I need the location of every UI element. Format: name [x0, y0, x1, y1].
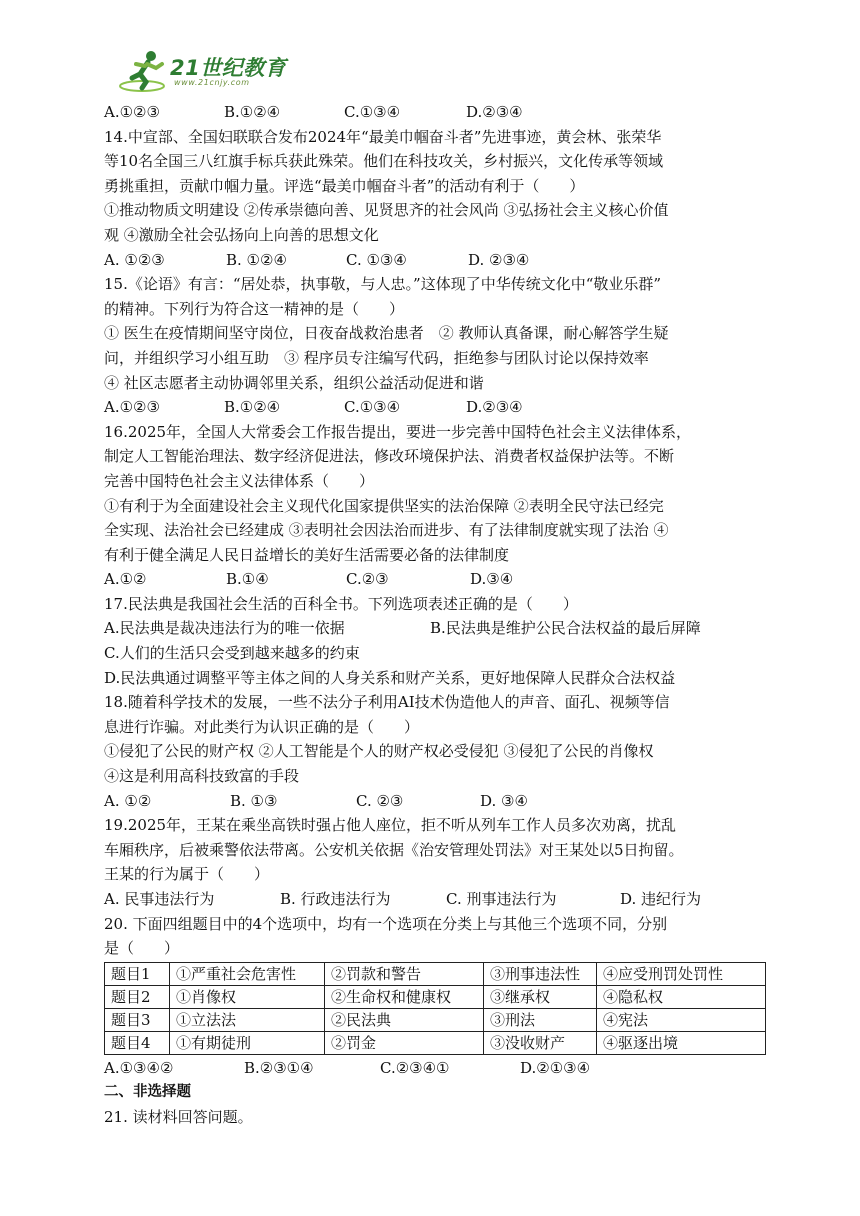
option-a: A. 民事违法行为 — [104, 890, 215, 908]
q20-options — [104, 1056, 764, 1081]
logo-url: www.21cnjy.com — [174, 78, 250, 87]
q15-options — [104, 395, 764, 420]
q16-options — [104, 567, 764, 592]
option-a: A.①②③ — [104, 398, 160, 417]
question-line: 等10名全国三八红旗手标兵获此殊荣。他们在科技攻关，乡村振兴，文化传承等领域 — [104, 152, 664, 171]
table-row — [105, 1008, 766, 1031]
option-c: C.①③④ — [344, 103, 401, 121]
table-cell: ①有期徒刑 — [170, 1031, 325, 1054]
table-cell: 题目3 — [105, 1008, 170, 1031]
table-cell: ②罚金 — [325, 1031, 484, 1054]
option-c: C. ②③ — [356, 791, 404, 810]
option-d: D.②①③④ — [520, 1058, 591, 1077]
question-line: ① 医生在疫情期间坚守岗位，日夜奋战救治患者 ② 教师认真备课，耐心解答学生疑 — [104, 324, 669, 343]
question-line: 20. 下面四组题目中的4个选项中，均有一个选项在分类上与其他三个选项不同，分别 — [104, 914, 668, 933]
classification-table — [104, 962, 766, 1055]
option-b: B.①②④ — [224, 103, 281, 121]
question-line: ①推动物质文明建设 ②传承崇德向善、见贤思齐的社会风尚 ③弘扬社会主义核心价值 — [104, 201, 669, 220]
table-cell: ②罚款和警告 — [325, 962, 484, 985]
question-line: ④ 社区志愿者主动协调邻里关系，组织公益活动促进和谐 — [104, 373, 484, 392]
site-logo — [118, 46, 288, 96]
option-d: D. ②③④ — [468, 250, 530, 269]
question-line: 问，并组织学习小组互助 ③ 程序员专注编写代码，拒绝参与团队讨论以保持效率 — [104, 348, 649, 367]
option-c: C.②③ — [346, 570, 389, 589]
option-c: C.人们的生活只会受到越来越多的约束 — [104, 644, 360, 663]
option-a: A. ①②③ — [104, 250, 165, 269]
question-line: 16.2025年，全国人大常委会工作报告提出，要进一步完善中国特色社会主义法律体系， — [104, 422, 692, 441]
question-line: 息进行诈骗。对此类行为认识正确的是（ ） — [104, 717, 420, 736]
section-heading: 二、非选择题 — [104, 1084, 191, 1101]
option-b: B. 行政违法行为 — [280, 890, 391, 908]
table-cell: ①肖像权 — [170, 985, 325, 1008]
question-line: ④这是利用高科技致富的手段 — [104, 767, 300, 786]
table-cell: 题目4 — [105, 1031, 170, 1054]
option-d: D. ③④ — [480, 791, 528, 810]
option-a: A.①③④② — [104, 1058, 174, 1077]
question-line: 17.民法典是我国社会生活的百科全书。下列选项表述正确的是（ ） — [104, 594, 578, 613]
question-content — [104, 100, 764, 1130]
option-b: B.②③①④ — [244, 1058, 314, 1077]
table-row — [105, 962, 766, 985]
option-c: C. ①③④ — [346, 250, 407, 269]
logo-title: 21世纪教育 — [170, 56, 287, 80]
table-cell: ③继承权 — [484, 985, 597, 1008]
table-cell: ③刑法 — [484, 1008, 597, 1031]
option-a: A.①②③ — [104, 103, 160, 121]
question-line: 21. 读材料回答问题。 — [104, 1107, 253, 1126]
option-a: A.①② — [104, 570, 147, 589]
option-d: D. 违纪行为 — [620, 890, 702, 908]
table-cell: ①严重社会危害性 — [170, 962, 325, 985]
option-d: D.③④ — [470, 570, 514, 589]
question-line: 制定人工智能治理法、数字经济促进法，修改环境保护法、消费者权益保护法等。不断 — [104, 447, 675, 466]
option-b: B.①②④ — [224, 398, 281, 417]
q17-options-ab — [104, 616, 764, 641]
q14-options — [104, 248, 764, 273]
table-cell: ④隐私权 — [597, 985, 766, 1008]
option-b: B. ①②④ — [226, 250, 287, 269]
table-cell: ②生命权和健康权 — [325, 985, 484, 1008]
option-a: A. ①② — [104, 791, 152, 810]
question-line: 完善中国特色社会主义法律体系（ ） — [104, 471, 375, 490]
question-line: 全实现、法治社会已经建成 ③表明社会因法治而进步、有了法律制度就实现了法治 ④ — [104, 521, 669, 540]
table-cell: ④应受刑罚处罚性 — [597, 962, 766, 985]
option-d: D.②③④ — [466, 398, 523, 417]
table-cell: ③没收财产 — [484, 1031, 597, 1054]
table-cell: ③刑事违法性 — [484, 962, 597, 985]
option-a: A.民法典是裁决违法行为的唯一依据 — [104, 619, 345, 638]
running-figure-icon — [118, 48, 168, 94]
question-line: 勇挑重担，贡献巾帼力量。评选“最美巾帼奋斗者”的活动有利于（ ） — [104, 176, 585, 195]
option-c: C.①③④ — [344, 398, 401, 417]
option-d: D.②③④ — [466, 103, 523, 121]
option-c: C.②③④① — [380, 1058, 450, 1077]
q13-options — [104, 100, 764, 125]
q18-options — [104, 789, 764, 814]
question-line: 18.随着科学技术的发展，一些不法分子利用AI技术伪造他人的声音、面孔、视频等信 — [104, 693, 670, 712]
question-line: 的精神。下列行为符合这一精神的是（ ） — [104, 299, 405, 318]
question-line: 车厢秩序，后被乘警依法带离。公安机关依据《治安管理处罚法》对王某处以5日拘留。 — [104, 840, 684, 859]
table-cell: 题目2 — [105, 985, 170, 1008]
table-row — [105, 985, 766, 1008]
question-line: 观 ④激励全社会弘扬向上向善的思想文化 — [104, 225, 379, 244]
question-line: 15.《论语》有言：“居处恭，执事敬，与人忠。”这体现了中华传统文化中“敬业乐群” — [104, 275, 662, 294]
table-cell: ①立法法 — [170, 1008, 325, 1031]
table-cell: ④宪法 — [597, 1008, 766, 1031]
question-line: 14.中宣部、全国妇联联合发布2024年“最美巾帼奋斗者”先进事迹，黄会林、张荣华 — [104, 127, 662, 146]
q19-options — [104, 887, 764, 912]
option-b: B.①④ — [226, 570, 269, 589]
question-line: ①有利于为全面建设社会主义现代化国家提供坚实的法治保障 ②表明全民守法已经完 — [104, 496, 664, 515]
question-line: ①侵犯了公民的财产权 ②人工智能是个人的财产权必受侵犯 ③侵犯了公民的肖像权 — [104, 742, 654, 761]
question-line: 王某的行为属于（ ） — [104, 865, 270, 884]
table-cell: 题目1 — [105, 962, 170, 985]
table-row — [105, 1031, 766, 1054]
option-b: B. ①③ — [230, 791, 278, 810]
table-cell: ④驱逐出境 — [597, 1031, 766, 1054]
question-line: 是（ ） — [104, 939, 180, 958]
table-cell: ②民法典 — [325, 1008, 484, 1031]
option-b: B.民法典是维护公民合法权益的最后屏障 — [430, 619, 701, 638]
question-line: 19.2025年，王某在乘坐高铁时强占他人座位，拒不听从列车工作人员多次劝离，扰乱 — [104, 816, 677, 835]
option-c: C. 刑事违法行为 — [446, 890, 557, 908]
option-d: D.民法典通过调整平等主体之间的人身关系和财产关系，更好地保障人民群众合法权益 — [104, 668, 676, 687]
question-line: 有利于健全满足人民日益增长的美好生活需要必备的法律制度 — [104, 545, 510, 564]
